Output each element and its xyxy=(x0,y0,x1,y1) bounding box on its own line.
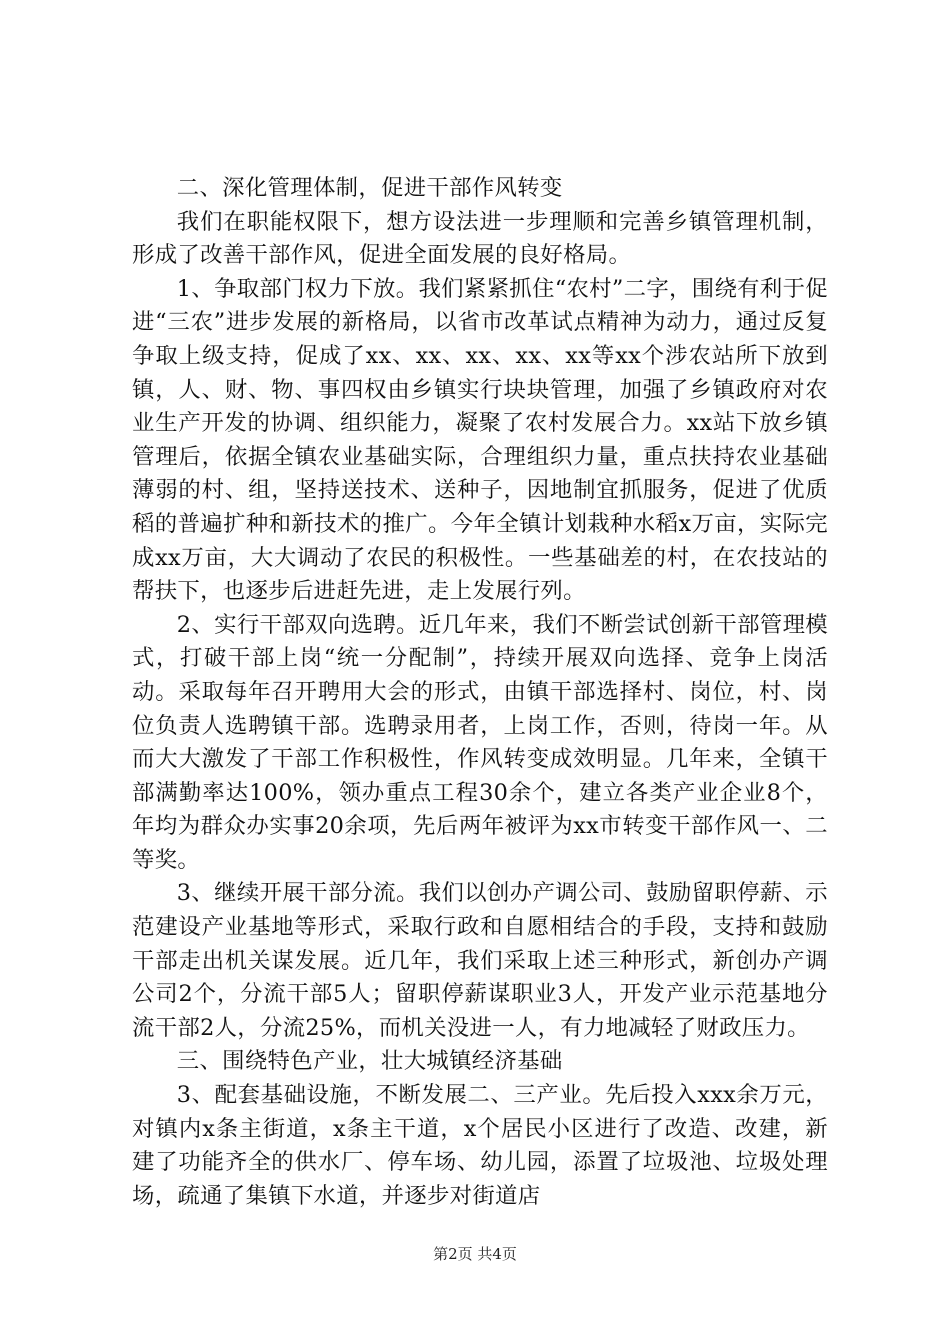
body-paragraph: 2、实行干部双向选聘。近几年来，我们不断尝试创新干部管理模式，打破干部上岗“统一分配制”，持续开展双向选择、竞争上岗活动。采取每年召开聘用大会的形式，由镇干部选择村、岗位，村、岗位负责人选聘镇干部。选聘录用者，上岗工作，否则，待岗一年。从而大大激发了干部工作积极性，作风转变成效明显。几年来，全镇干部满勤率达100%，领办重点工程30余个，建立各类产业企业8个，年均为群众办实事20余项，先后两年被评为xx市转变干部作风一、二等奖。 xyxy=(132,611,828,873)
body-paragraph: 1、争取部门权力下放。我们紧紧抓住“农村”二字，围绕有利于促进“三农”进步发展的新格局，以省市改革试点精神为动力，通过反复争取上级支持，促成了xx、xx、xx、xx、xx等xx个涉农站所下放到镇，人、财、物、事四权由乡镇实行块块管理，加强了乡镇政府对农业生产开发的协调、组织能力，凝聚了农村发展合力。xx站下放乡镇管理后，依据全镇农业基础实际，合理组织力量，重点扶持农业基础薄弱的村、组，坚持送技术、送种子，因地制宜抓服务，促进了优质稻的普遍扩种和新技术的推广。今年全镇计划栽种水稻x万亩，实际完成xx万亩，大大调动了农民的积极性。一些基础差的村，在农技站的帮扶下，也逐步后进赶先进，走上发展行列。 xyxy=(132,275,828,605)
body-paragraph: 3、继续开展干部分流。我们以创办产调公司、鼓励留职停薪、示范建设产业基地等形式，采取行政和自愿相结合的手段，支持和鼓励干部走出机关谋发展。近几年，我们采取上述三种形式，新创办产调公司2个，分流干部5人；留职停薪谋职业3人，开发产业示范基地分流干部2人，分流25%，而机关没进一人，有力地减轻了财政压力。 xyxy=(132,880,828,1041)
body-paragraph: 3、配套基础设施，不断发展二、三产业。先后投入xxx余万元，对镇内x条主街道，x条主干道，x个居民小区进行了改造、改建，新建了功能齐全的供水厂、停车场、幼儿园，添置了垃圾池、垃圾处理场，疏通了集镇下水道，并逐步对街道店 xyxy=(132,1082,828,1209)
page-footer: 第2页 共4页 xyxy=(433,1245,517,1263)
section-heading-2: 二、深化管理体制，促进干部作风转变 xyxy=(176,175,563,201)
document-body xyxy=(132,172,828,1213)
body-paragraph: 我们在职能权限下，想方设法进一步理顺和完善乡镇管理机制，形成了改善干部作风，促进全面发展的良好格局。 xyxy=(132,208,828,269)
section-heading-3: 三、围绕特色产业，壮大城镇经济基础 xyxy=(176,1048,563,1075)
